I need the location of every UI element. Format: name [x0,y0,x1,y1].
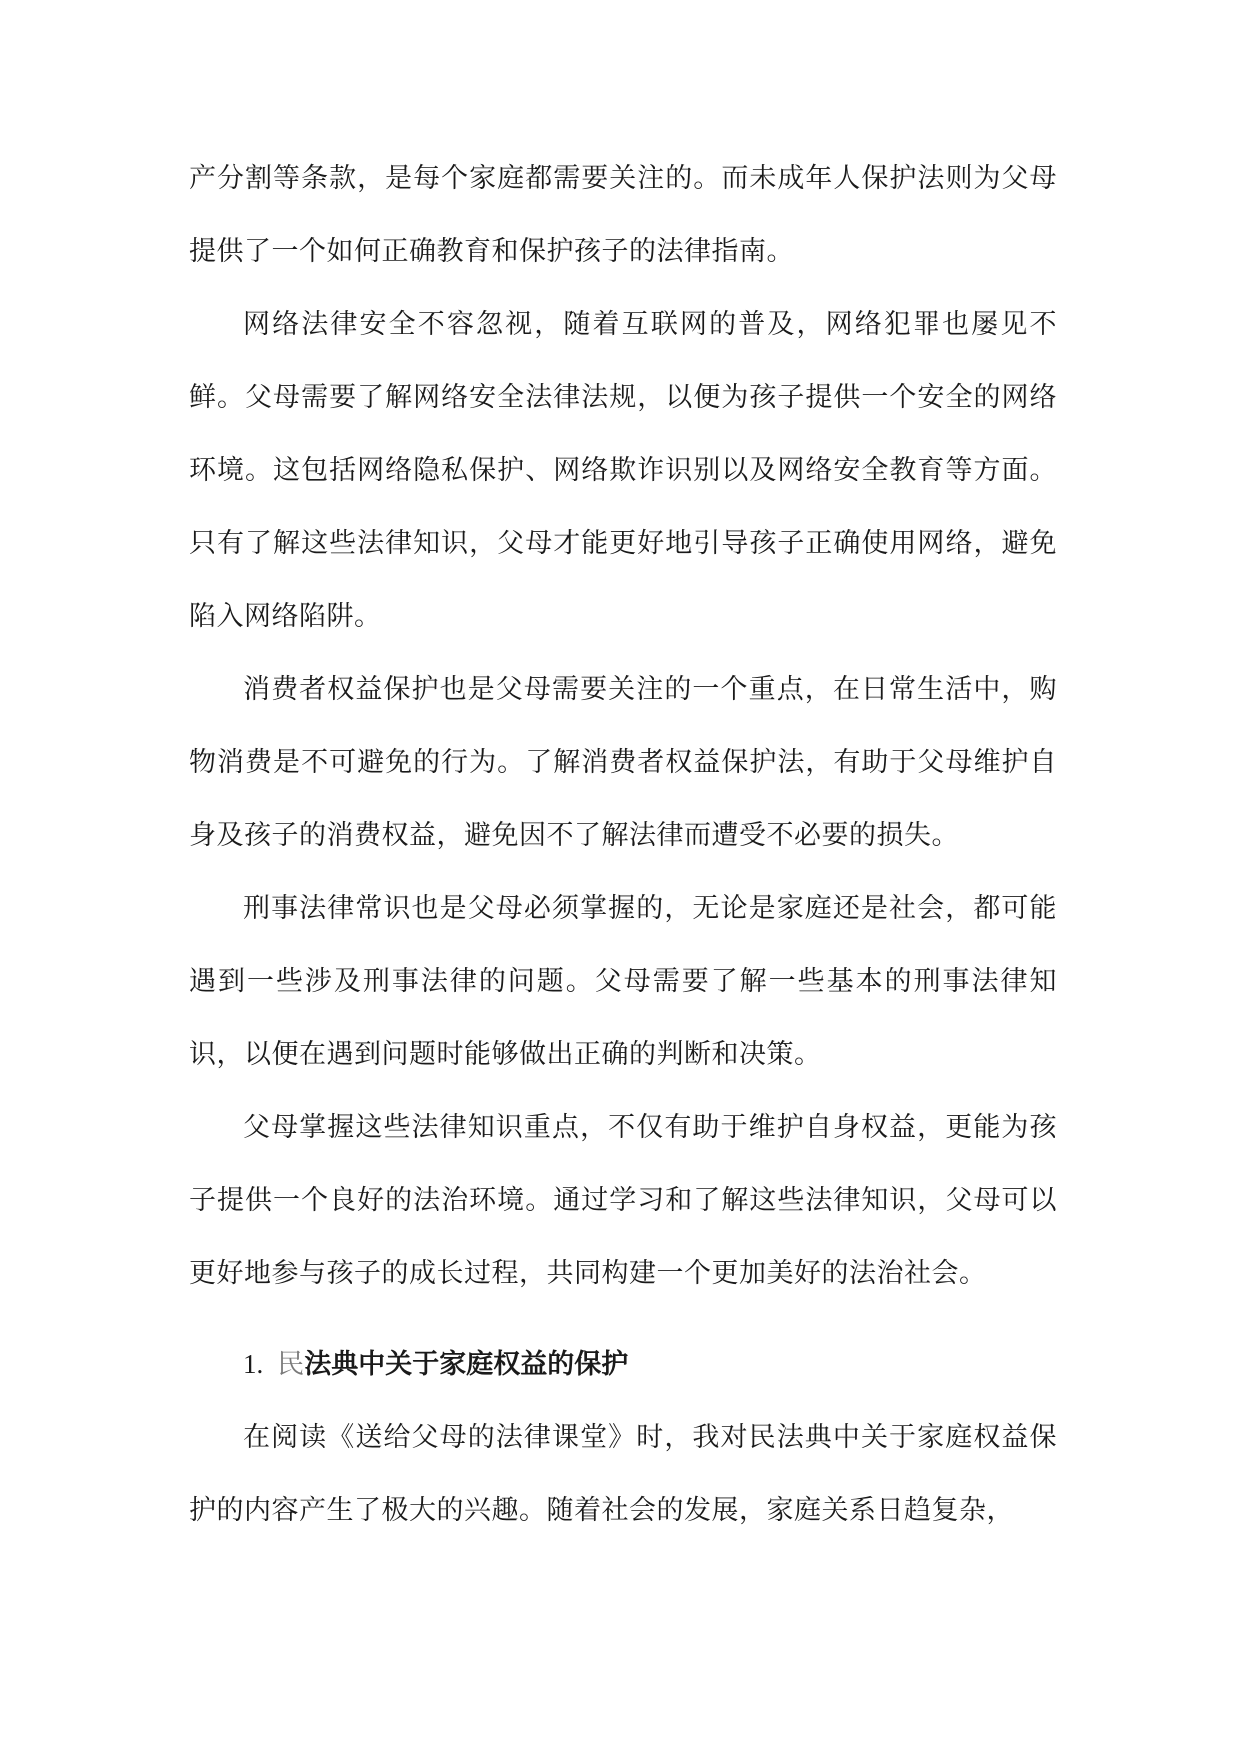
paragraph-criminal-law: 刑事法律常识也是父母必须掌握的，无论是家庭还是社会，都可能遇到一些涉及刑事法律的问题。父母需要了解一些基本的刑事法律知识，以便在遇到问题时能够做出正确的判断和决策。 [189,893,1057,1070]
paragraph-consumer-rights: 消费者权益保护也是父母需要关注的一个重点，在日常生活中，购物消费是不可避免的行为。了解消费者权益保护法，有助于父母维护自身及孩子的消费权益，避免因不了解法律而遭受不必要的损失。 [189,674,1057,851]
section-heading [189,1328,1057,1401]
paragraph-property-division: 产分割等条款，是每个家庭都需要关注的。而未成年人保护法则为父母提供了一个如何正确教育和保护孩子的法律指南。 [189,163,1057,267]
paragraph-civil-code-intro: 在阅读《送给父母的法律课堂》时，我对民法典中关于家庭权益保护的内容产生了极大的兴趣。随着社会的发展，家庭关系日趋复杂， [189,1422,1057,1526]
document-body [189,142,1057,1547]
paragraph-summary: 父母掌握这些法律知识重点，不仅有助于维护自身权益，更能为孩子提供一个良好的法治环境。通过学习和了解这些法律知识，父母可以更好地参与孩子的成长过程，共同构建一个更加美好的法治社会。 [189,1112,1057,1289]
section-number: 1. [243,1349,264,1379]
section-heading-text: 法典中关于家庭权益的保护 [304,1349,629,1380]
paragraph-network-law: 网络法律安全不容忽视，随着互联网的普及，网络犯罪也屡见不鲜。父母需要了解网络安全法律法规，以便为孩子提供一个安全的网络环境。这包括网络隐私保护、网络欺诈识别以及网络安全教育等方面。只有了解这些法律知识，父母才能更好地引导孩子正确使用网络，避免陷入网络陷阱。 [189,309,1057,632]
section-heading-first-char: 民 [277,1349,305,1380]
